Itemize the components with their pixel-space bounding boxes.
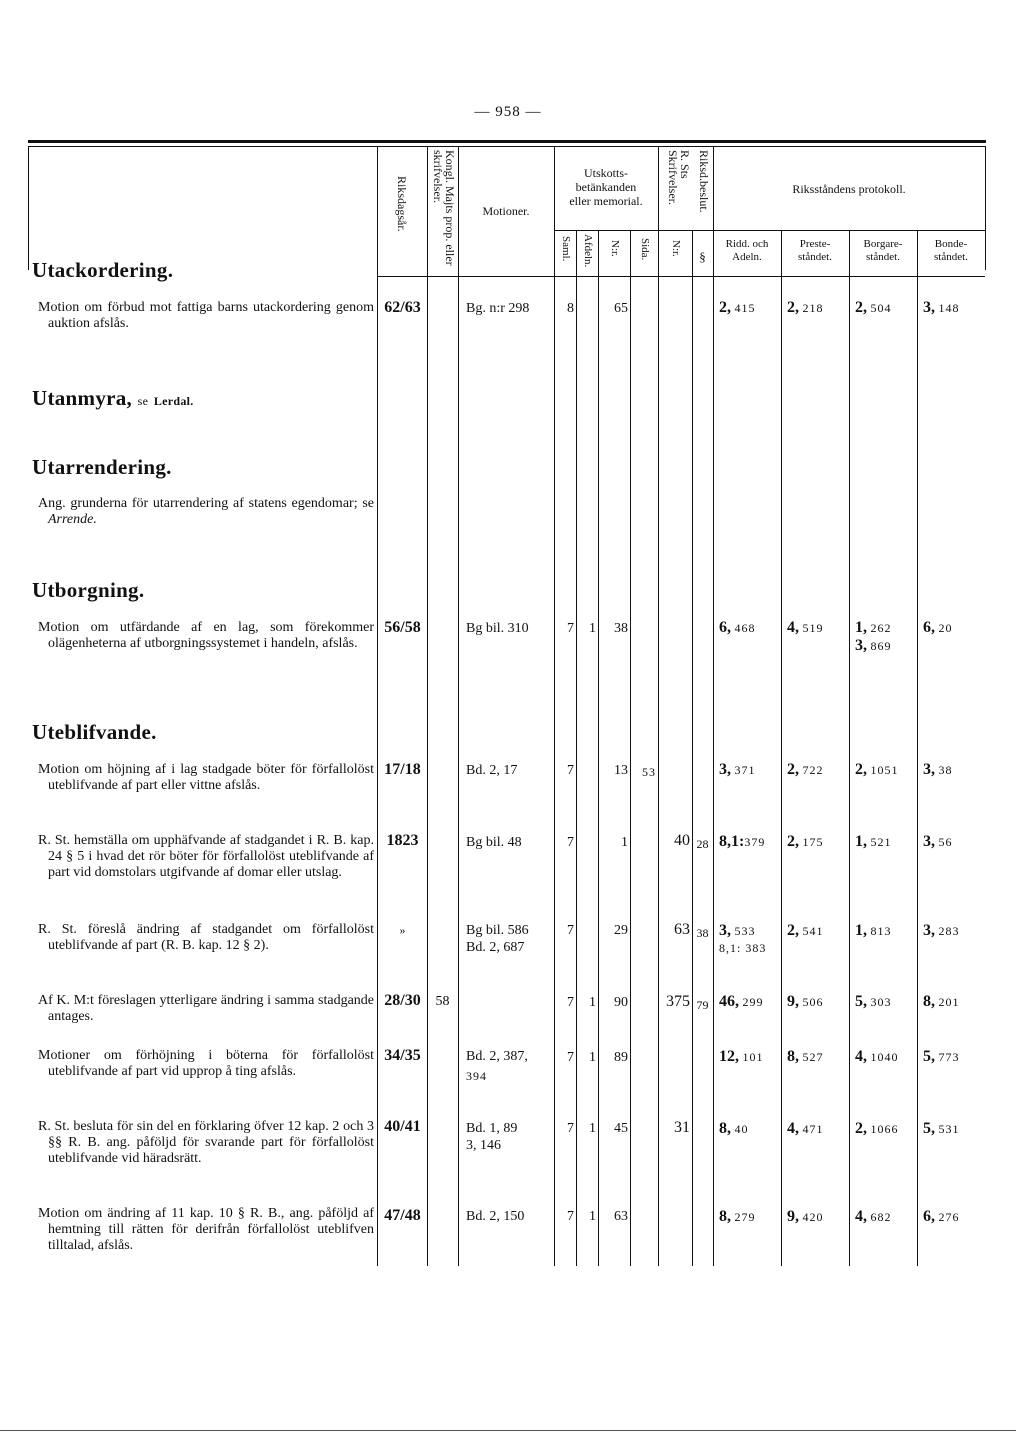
entry-preste: 8, 527 bbox=[787, 1048, 824, 1065]
entry-borgare: 1, 521 bbox=[855, 833, 892, 850]
entry-motion: Bd. 2, 17 bbox=[466, 763, 518, 778]
entry-saml: 7 bbox=[567, 763, 574, 778]
entry-nr: 29 bbox=[614, 923, 628, 938]
entry-year: 62/63 bbox=[384, 299, 421, 316]
entry-saml: 7 bbox=[567, 923, 574, 938]
entry-afdeln: 1 bbox=[589, 1121, 596, 1136]
column-line bbox=[692, 230, 693, 1266]
entry-motion: Bg. n:r 298 bbox=[466, 301, 530, 316]
entry-saml: 7 bbox=[567, 1209, 574, 1224]
entry-bonde: 8, 201 bbox=[923, 993, 960, 1010]
subheader-paragraph: § bbox=[699, 249, 706, 264]
entry-borgare: 2, 504 bbox=[855, 299, 892, 316]
entry-year: 1823 bbox=[386, 832, 419, 849]
entry-rs-nr: 375 bbox=[666, 993, 690, 1010]
header-riksdagsar: Riksdagsår. bbox=[395, 176, 409, 232]
section-heading: Utanmyra, se Lerdal. bbox=[32, 386, 194, 410]
entry-paragraph: 28 bbox=[696, 837, 709, 851]
entry-borgare: 5, 303 bbox=[855, 993, 892, 1010]
entry-nr: 13 bbox=[614, 763, 628, 778]
entry-ridd: 8, 40 bbox=[719, 1120, 749, 1137]
entry-saml: 7 bbox=[567, 995, 574, 1010]
entry-borgare: 1, 262 bbox=[855, 619, 892, 636]
entry-motion: Bd. 2, 387, bbox=[466, 1049, 528, 1064]
entry-afdeln: 1 bbox=[589, 995, 596, 1010]
column-line bbox=[658, 146, 659, 1266]
column-line bbox=[576, 230, 577, 1266]
subheader-borgare: Borgare- ståndet. bbox=[863, 238, 903, 263]
section-heading: Utarrendering. bbox=[32, 455, 172, 479]
subheader-line bbox=[713, 230, 985, 231]
header-motioner: Motioner. bbox=[482, 204, 530, 218]
entry-bonde: 3, 38 bbox=[923, 761, 953, 778]
subheader-rs-nr: N:r. bbox=[670, 240, 682, 257]
entry-motion: Bg bil. 48 bbox=[466, 835, 522, 850]
entry-kongl: 58 bbox=[435, 994, 450, 1009]
header-rule-thin bbox=[28, 146, 986, 147]
entry-description: R. St. hemställa om upphäfvande af stadgandet i R. B. kap. 24 § 5 i hvad det rör böter för förfallolöst uteblifvande af part vid domstolars utgifvande af domar eller utslag. bbox=[38, 833, 374, 880]
entry-rs-nr: 63 bbox=[674, 921, 690, 938]
entry-borgare: 1, 813 bbox=[855, 922, 892, 939]
entry-preste: 4, 519 bbox=[787, 619, 824, 636]
entry-nr: 45 bbox=[614, 1121, 628, 1136]
entry-description: Af K. M:t föreslagen ytterligare ändring i samma stadgande antages. bbox=[38, 993, 374, 1024]
entry-motion: Bd. 1, 89 bbox=[466, 1121, 518, 1136]
entry-preste: 9, 420 bbox=[787, 1208, 824, 1225]
entry-ridd: 46, 299 bbox=[719, 993, 764, 1010]
header-protokoll: Riksståndens protokoll. bbox=[792, 182, 906, 196]
entry-preste: 2, 218 bbox=[787, 299, 824, 316]
entry-ridd: 3, 533 bbox=[719, 922, 756, 939]
entry-nr: 65 bbox=[614, 301, 628, 316]
entry-preste: 2, 175 bbox=[787, 833, 824, 850]
entry-year: 47/48 bbox=[384, 1207, 421, 1224]
entry-description: Motion om förbud mot fattiga barns utackordering genom auktion afslås. bbox=[38, 300, 374, 331]
entry-ridd: 8,1:379 bbox=[719, 833, 766, 850]
entry-saml: 7 bbox=[567, 621, 574, 636]
entry-paragraph: 38 bbox=[696, 926, 709, 940]
entry-motion: Bd. 2, 150 bbox=[466, 1209, 525, 1224]
header-rule-thick bbox=[28, 140, 986, 143]
subheader-sida: Sida. bbox=[639, 238, 651, 261]
header-riksd-beslut: Riksd.beslut. bbox=[697, 150, 711, 213]
entry-motion-2: Bd. 2, 687 bbox=[466, 940, 525, 955]
entry-motion-2: 394 bbox=[466, 1069, 487, 1083]
column-line bbox=[427, 146, 428, 1266]
entry-ridd: 8, 279 bbox=[719, 1208, 756, 1225]
header-utskotts: Utskotts- betänkanden eller memorial. bbox=[569, 166, 643, 208]
subheader-line bbox=[554, 230, 713, 231]
entry-saml: 8 bbox=[567, 301, 574, 316]
subheader-bonde: Bonde- ståndet. bbox=[934, 238, 968, 263]
entry-preste: 2, 722 bbox=[787, 761, 824, 778]
entry-borgare: 2, 1066 bbox=[855, 1120, 899, 1137]
entry-nr: 63 bbox=[614, 1209, 628, 1224]
entry-description: Motion om utfärdande af en lag, som förekommer olägenheterna af utborgningssystemet i handeln, afslås. bbox=[38, 620, 374, 651]
column-line bbox=[598, 230, 599, 1266]
page-bottom-rule bbox=[0, 1430, 1016, 1431]
entry-description: Ang. grunderna för utarrendering af statens egendomar; se Arrende. bbox=[38, 496, 374, 527]
entry-year: 40/41 bbox=[384, 1118, 421, 1135]
entry-saml: 7 bbox=[567, 1121, 574, 1136]
entry-borgare: 2, 1051 bbox=[855, 761, 899, 778]
entry-bonde: 3, 148 bbox=[923, 299, 960, 316]
entry-nr: 38 bbox=[614, 621, 628, 636]
subheader-saml: Saml. bbox=[560, 236, 572, 262]
entry-borgare: 4, 1040 bbox=[855, 1048, 899, 1065]
entry-bonde: 5, 773 bbox=[923, 1048, 960, 1065]
column-line bbox=[917, 230, 918, 1266]
subheader-preste: Preste- ståndet. bbox=[798, 238, 832, 263]
header-kongl-prop: Kongl. Majts prop. eller skrifvelser. bbox=[431, 150, 457, 266]
entry-nr: 1 bbox=[621, 835, 628, 850]
entry-paragraph: 79 bbox=[696, 998, 709, 1012]
entry-nr: 89 bbox=[614, 1050, 628, 1065]
entry-rs-nr: 40 bbox=[674, 832, 690, 849]
entry-ridd-2: 8,1: 383 bbox=[719, 941, 767, 955]
subheader-nr: N:r. bbox=[609, 240, 621, 257]
entry-ridd: 6, 468 bbox=[719, 619, 756, 636]
entry-bonde: 6, 20 bbox=[923, 619, 953, 636]
entry-year: 56/58 bbox=[384, 619, 421, 636]
header-bottom-line bbox=[377, 276, 985, 277]
entry-preste: 4, 471 bbox=[787, 1120, 824, 1137]
entry-motion: Bg bil. 586 bbox=[466, 923, 529, 938]
entry-description: Motioner om förhöjning i böterna för förfallolöst uteblifvande af part vid upprop å ting afslås. bbox=[38, 1048, 374, 1079]
subheader-afdeln: Afdeln. bbox=[582, 234, 594, 268]
entry-ridd: 2, 415 bbox=[719, 299, 756, 316]
header-r-sts-skrifvelser: R. Sts Skrifvelser. bbox=[666, 150, 692, 205]
entry-bonde: 6, 276 bbox=[923, 1208, 960, 1225]
entry-afdeln: 1 bbox=[589, 1050, 596, 1065]
entry-nr: 90 bbox=[614, 995, 628, 1010]
entry-afdeln: 1 bbox=[589, 1209, 596, 1224]
entry-saml: 7 bbox=[567, 835, 574, 850]
entry-description: R. St. föreslå ändring af stadgandet om förfallolöst uteblifvande af part (R. B. kap. 12 § 2). bbox=[38, 922, 374, 953]
entry-description: Motion om ändring af 11 kap. 10 § R. B., ang. påföljd af hemtning till rätten för derifrån förfallolöst uteblifven tilltalad, afslås. bbox=[38, 1206, 374, 1253]
entry-borgare: 4, 682 bbox=[855, 1208, 892, 1225]
entry-bonde: 3, 56 bbox=[923, 833, 953, 850]
entry-preste: 9, 506 bbox=[787, 993, 824, 1010]
page-number: — 958 — bbox=[474, 104, 542, 120]
entry-sida: 53 bbox=[642, 765, 656, 779]
column-line bbox=[849, 230, 850, 1266]
entry-description: R. St. besluta för sin del en förklaring öfver 12 kap. 2 och 3 §§ R. B. ang. påföljd för svarande part för förfallolöst uteblifvande vid häradsrätt. bbox=[38, 1119, 374, 1166]
entry-afdeln: 1 bbox=[589, 621, 596, 636]
column-line bbox=[28, 146, 29, 270]
section-heading: Utackordering. bbox=[32, 258, 174, 282]
column-line bbox=[458, 146, 459, 1266]
column-line bbox=[985, 146, 986, 270]
section-heading: Utborgning. bbox=[32, 578, 145, 602]
entry-bonde: 3, 283 bbox=[923, 922, 960, 939]
entry-saml: 7 bbox=[567, 1050, 574, 1065]
entry-borgare-2: 3, 869 bbox=[855, 637, 892, 654]
entry-description: Motion om höjning af i lag stadgade böter för förfallolöst uteblifvande af part eller vittne afslås. bbox=[38, 762, 374, 793]
column-line bbox=[781, 230, 782, 1266]
section-heading: Uteblifvande. bbox=[32, 720, 157, 744]
entry-year: 28/30 bbox=[384, 992, 421, 1009]
column-line bbox=[713, 146, 714, 1266]
entry-preste: 2, 541 bbox=[787, 922, 824, 939]
entry-ridd: 12, 101 bbox=[719, 1048, 764, 1065]
entry-year: » bbox=[399, 923, 406, 937]
column-line bbox=[630, 230, 631, 1266]
entry-motion-2: 3, 146 bbox=[466, 1138, 501, 1153]
entry-ridd: 3, 371 bbox=[719, 761, 756, 778]
cross-reference: Arrende. bbox=[48, 512, 97, 527]
subheader-ridd: Ridd. och Adeln. bbox=[725, 238, 769, 263]
entry-year: 34/35 bbox=[384, 1047, 421, 1064]
entry-motion: Bg bil. 310 bbox=[466, 621, 529, 636]
entry-year: 17/18 bbox=[384, 761, 421, 778]
entry-bonde: 5, 531 bbox=[923, 1120, 960, 1137]
entry-rs-nr: 31 bbox=[674, 1119, 690, 1136]
